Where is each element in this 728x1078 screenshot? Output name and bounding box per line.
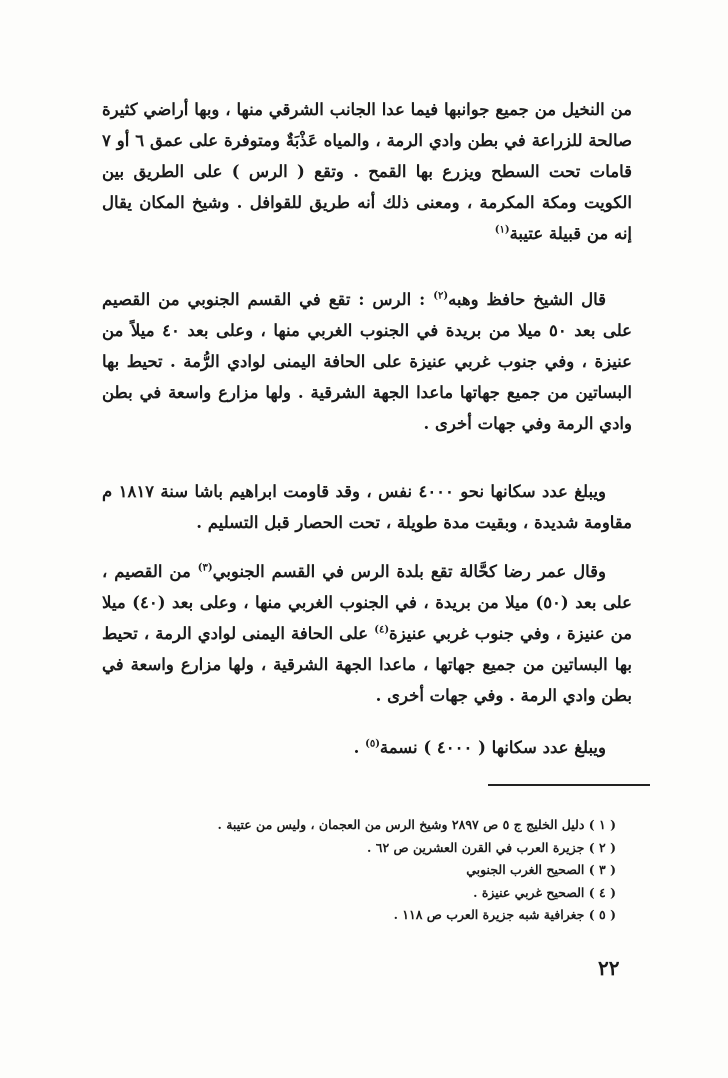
- paragraph-5-text: ويبلغ عدد سكانها ( ٤٠٠٠ ) نسمة: [379, 738, 606, 757]
- footnote-2: ( ٢ ) جزيرة العرب في القرن العشرين ص ٦٢ .: [367, 839, 616, 855]
- footnote-4: ( ٤ ) الصحيح غربي عنيزة .: [473, 884, 616, 900]
- paragraph-1-text: من النخيل من جميع جوانبها فيما عدا الجانب الشرقي منها ، وبها أراضي كثيرة صالحة للزراعة في بطن وادي الرمة ، والمياه عَذْبَةٌ ومتوفرة على عمق ٦ أو ٧ قامات تحت السطح ويزرع بها القمح . وتقع ( الرس ) على الطريق بين الكويت ومكة المكرمة ، ومعنى ذلك أنه طريق للقوافل . وشيخ المكان يقال إنه من قبيلة عتيبة: [102, 100, 632, 243]
- paragraph-2-lead: قال الشيخ حافظ وهبه: [448, 290, 607, 309]
- paragraph-4: [102, 556, 632, 711]
- paragraph-4-mid: من القصيم ، على بعد (٥٠) ميلا من بريدة ، في الجنوب الغربي منها ، وعلى بعد (٤٠) ميلا من عنيزة ، وفي جنوب غربي عنيزة: [102, 562, 633, 643]
- footnote-ref-1: (١): [494, 224, 510, 236]
- paragraph-4-lead: وقال عمر رضا كحَّالة تقع بلدة الرس في القسم الجنوبي: [212, 562, 607, 581]
- footnote-ref-2: (٢): [433, 290, 449, 302]
- footnotes: [156, 814, 616, 927]
- footnote-ref-5: (٥): [365, 738, 380, 750]
- footnote-5: ( ٥ ) جغرافية شبه جزيرة العرب ص ١١٨ .: [393, 907, 616, 922]
- footnote-1: ( ١ ) دليل الخليج ج ٥ ص ٢٨٩٧ وشيخ الرس من العجمان ، وليس من عتيبة .: [217, 817, 616, 832]
- paragraph-5-tail: .: [353, 738, 366, 757]
- footnote-ref-3: (٣): [197, 562, 213, 574]
- paragraph-5: [102, 732, 632, 763]
- paragraph-3: [102, 476, 632, 538]
- footnote-divider: [488, 784, 650, 786]
- footnote-3: ( ٣ ) الصحيح الغرب الجنوبي: [466, 862, 616, 877]
- paragraph-3-text: ويبلغ عدد سكانها نحو ٤٠٠٠ نفس ، وقد قاومت ابراهيم باشا سنة ١٨١٧ م مقاومة شديدة ، وبقيت مدة طويلة ، تحت الحصار قبل التسليم .: [102, 482, 632, 532]
- paragraph-1: [102, 94, 632, 249]
- paragraph-2: [102, 284, 632, 439]
- page-number: ٢٢: [598, 956, 620, 980]
- paragraph-2-text: : الرس : تقع في القسم الجنوبي من القصيم على بعد ٥٠ ميلا من بريدة في الجنوب الغربي منها ، وعلى بعد ٤٠ ميلاً من عنيزة ، وفي جنوب غربي عنيزة على الحافة اليمنى لوادي الرُّمة . تحيط بها البساتين من جميع جهاتها ماعدا الجهة الشرقية . ولها مزارع واسعة في بطن وادي الرمة وفي جهات أخرى .: [102, 290, 632, 433]
- footnote-ref-4: (٤): [374, 624, 390, 636]
- paragraph-4-text: على الحافة اليمنى لوادي الرمة ، تحيط بها البساتين من جميع جهاتها ، ماعدا الجهة الشرقية ، ولها مزارع واسعة في بطن وادي الرمة . وفي جهات أخرى .: [102, 624, 632, 705]
